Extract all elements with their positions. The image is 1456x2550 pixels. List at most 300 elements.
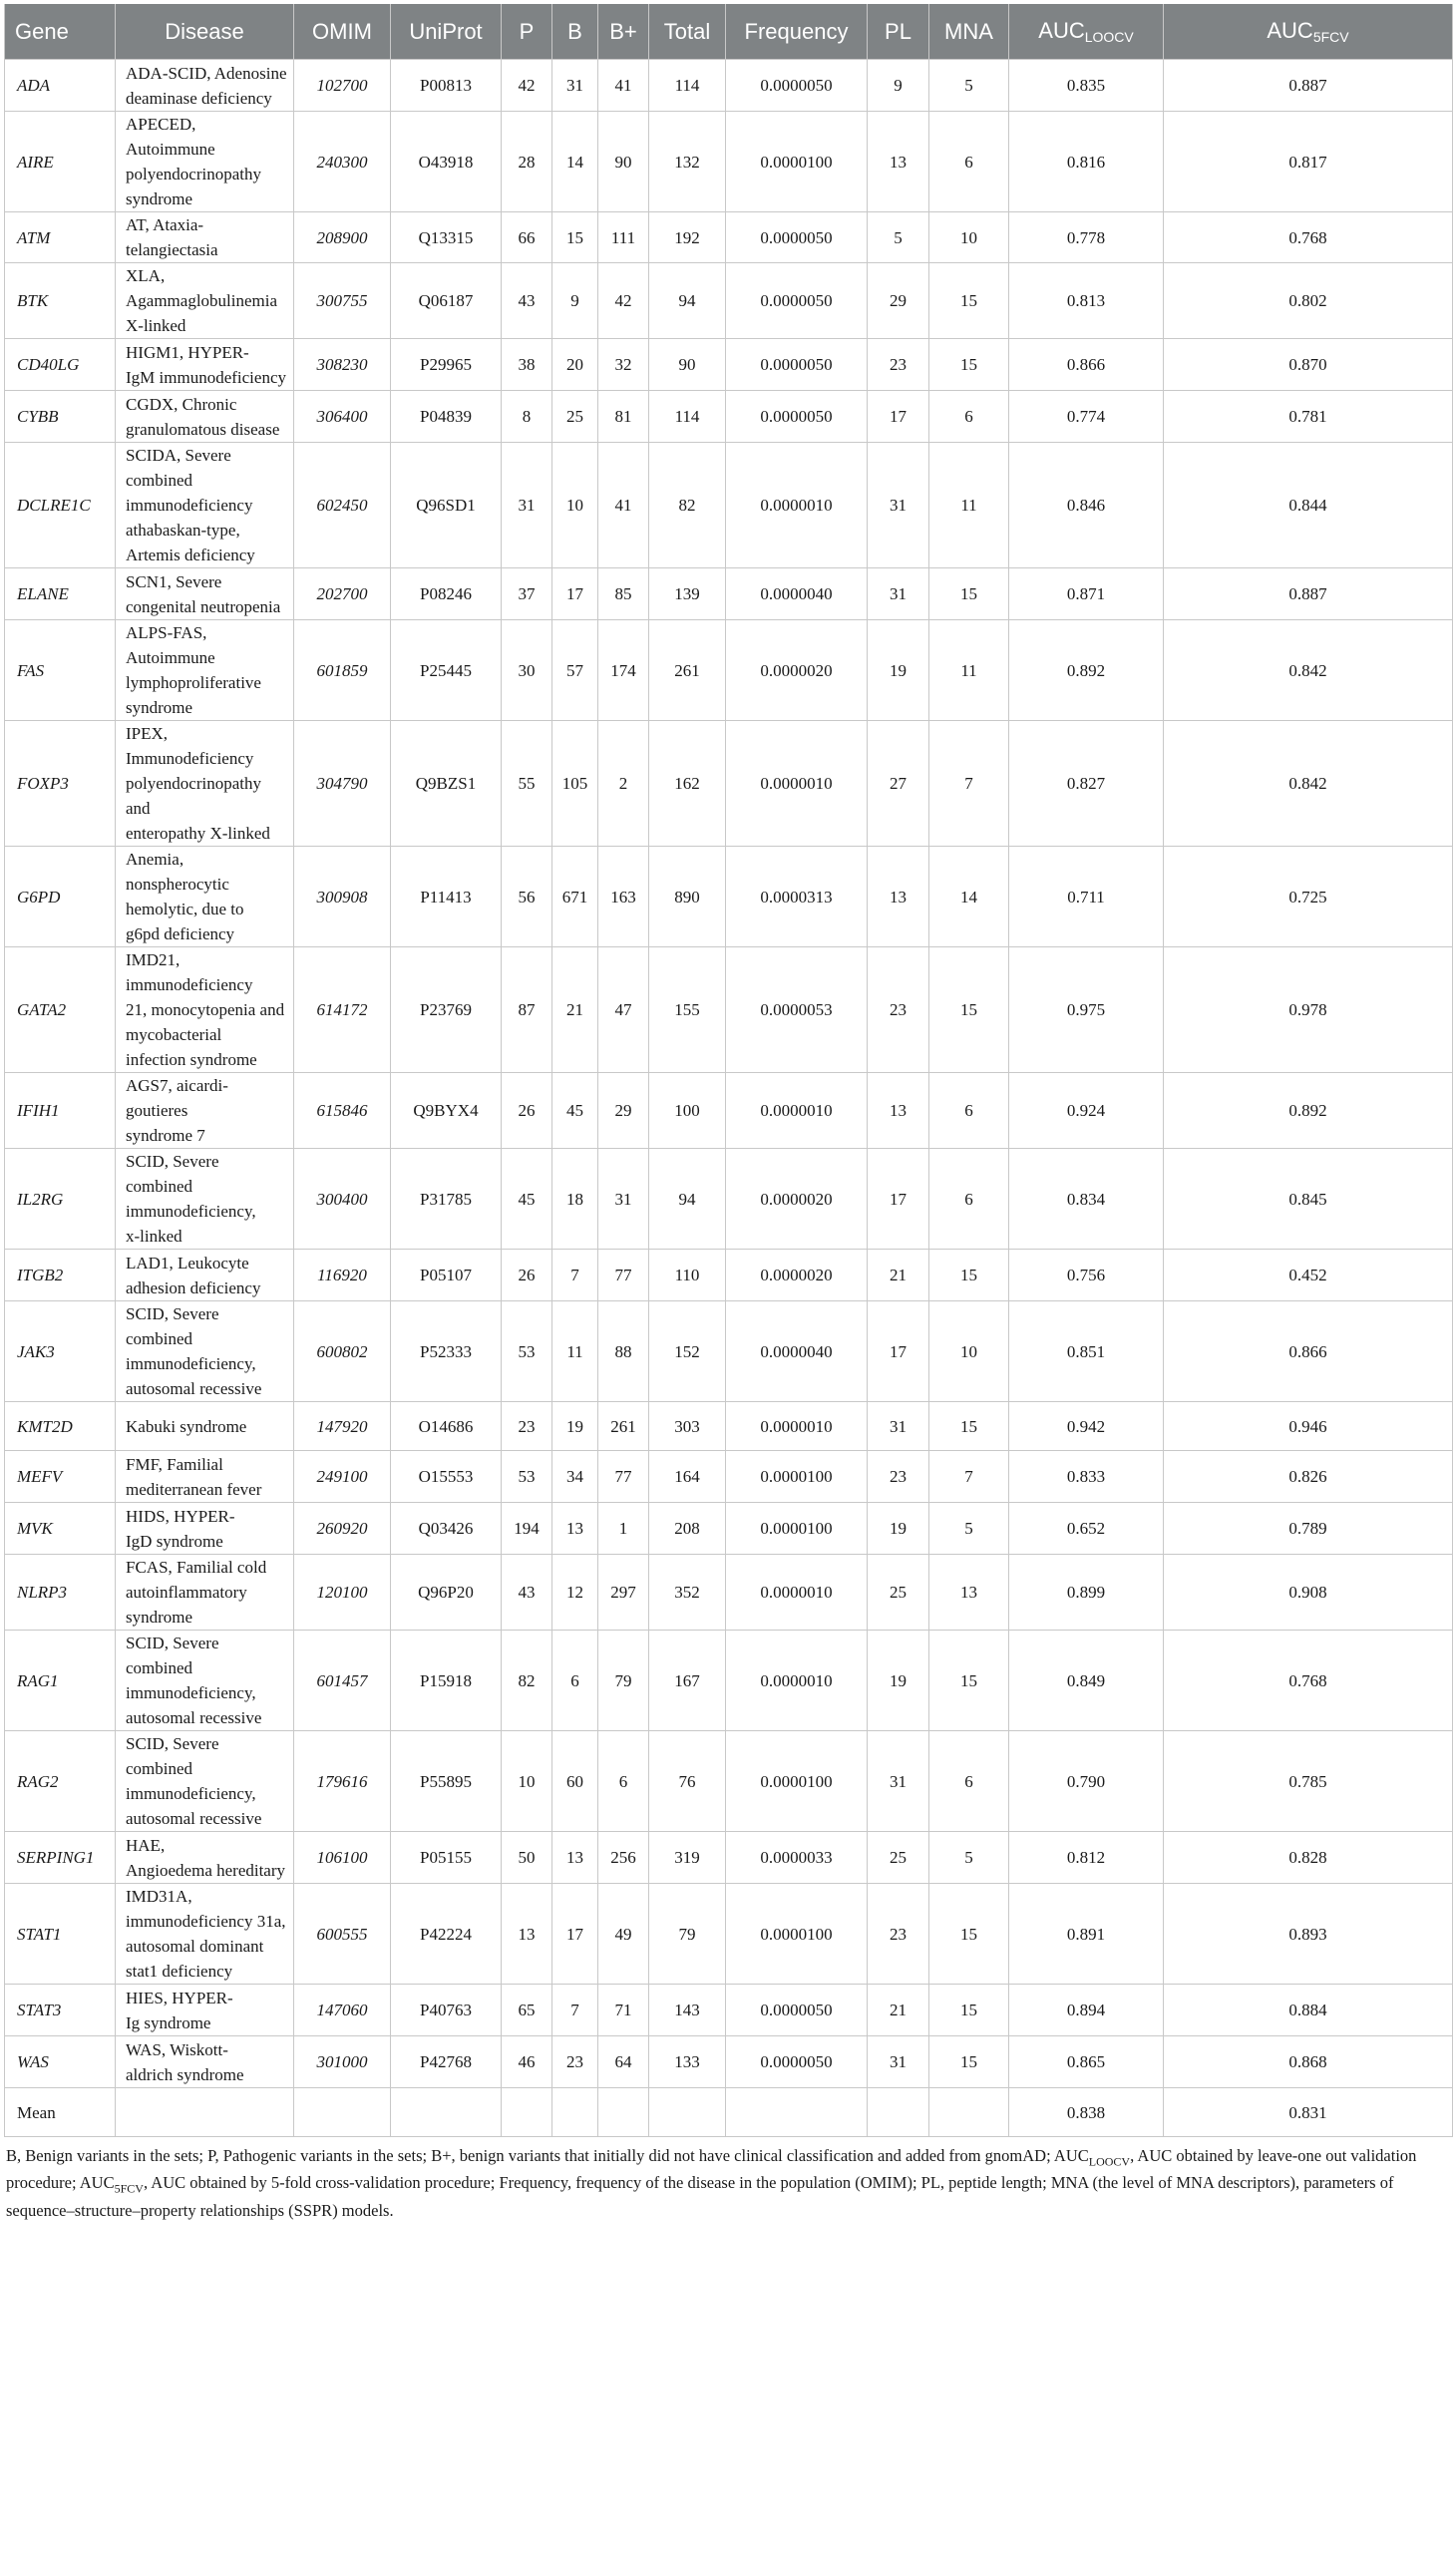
cell-b: 31 [552,60,598,112]
auc-base-label: AUC [1267,18,1313,43]
cell-auc-5fcv: 0.768 [1164,212,1453,263]
cell-b: 17 [552,568,598,620]
col-header-bplus: B+ [598,4,649,60]
cell-auc-5fcv: 0.725 [1164,847,1453,947]
cell-p: 56 [502,847,552,947]
cell-disease [116,60,294,112]
col-header-total: Total [649,4,726,60]
cell-bplus: 1 [598,1503,649,1555]
cell-uniprot: Q96P20 [391,1555,502,1631]
cell-bplus: 29 [598,1073,649,1149]
cell-b: 19 [552,1402,598,1451]
disease-line: SCIDA, Severe combined [126,446,231,490]
disease-line: LAD1, Leukocyte [126,1253,249,1273]
cell-mna: 7 [929,721,1009,847]
cell-gene: SERPING1 [5,1832,116,1884]
disease-line: AT, Ataxia-telangiectasia [126,215,218,259]
cell-gene: RAG2 [5,1731,116,1832]
cell-total: 890 [649,847,726,947]
cell-p: 28 [502,112,552,212]
cell-uniprot: O15553 [391,1451,502,1503]
cell-mna: 5 [929,1503,1009,1555]
cell-bplus: 42 [598,263,649,339]
cell-auc-loocv: 0.924 [1009,1073,1164,1149]
cell-bplus: 2 [598,721,649,847]
cell-p: 87 [502,947,552,1073]
cell-mna: 15 [929,263,1009,339]
cell-disease [116,212,294,263]
cell-frequency: 0.0000033 [726,1832,868,1884]
cell-frequency: 0.0000020 [726,1250,868,1301]
cell-b: 12 [552,1555,598,1631]
gene-disease-table [4,4,1453,2137]
disease-line: mycobacterial [126,1025,222,1044]
cell-frequency: 0.0000020 [726,620,868,721]
cell-uniprot: P11413 [391,847,502,947]
cell-auc-5fcv: 0.781 [1164,391,1453,443]
cell-b: 9 [552,263,598,339]
disease-line: polyendocrinopathy and [126,774,261,818]
cell-omim: 179616 [294,1731,391,1832]
disease-line: immunodeficiency, [126,1354,256,1373]
col-header-pl: PL [868,4,929,60]
cell-b: 6 [552,1631,598,1731]
cell-auc-loocv: 0.812 [1009,1832,1164,1884]
disease-line: CGDX, Chronic [126,394,237,414]
cell-auc-5fcv: 0.826 [1164,1451,1453,1503]
disease-line: immunodeficiency, [126,1784,256,1803]
cell-b: 13 [552,1503,598,1555]
cell-b: 57 [552,620,598,721]
cell-auc-loocv: 0.975 [1009,947,1164,1073]
cell-bplus: 41 [598,443,649,568]
disease-line: Ig syndrome [126,2012,211,2032]
footnote-text-3: , AUC obtained by 5-fold cross-validation procedure; Frequency, frequency of the disease in the population (OMIM); PL, peptide length; MNA (the level of MNA descriptors), parameters of sequence–structure–property relationships (SSPR) models. [6,2173,1394,2220]
empty-cell [502,2088,552,2137]
cell-uniprot: P42224 [391,1884,502,1985]
auc-loocv-subscript: LOOCV [1084,29,1134,45]
cell-p: 194 [502,1503,552,1555]
empty-cell [598,2088,649,2137]
disease-line: immunodeficiency 31a, [126,1912,286,1931]
cell-gene: NLRP3 [5,1555,116,1631]
cell-mna: 10 [929,212,1009,263]
cell-disease [116,1149,294,1250]
disease-line: mediterranean fever [126,1479,262,1499]
cell-total: 133 [649,2036,726,2088]
cell-pl: 23 [868,947,929,1073]
cell-frequency: 0.0000100 [726,1451,868,1503]
empty-cell [116,2088,294,2137]
cell-disease [116,1985,294,2036]
cell-gene: CYBB [5,391,116,443]
cell-p: 50 [502,1832,552,1884]
disease-line: Anemia, nonspherocytic [126,850,229,894]
cell-total: 208 [649,1503,726,1555]
cell-total: 192 [649,212,726,263]
cell-auc-5fcv: 0.946 [1164,1402,1453,1451]
col-header-mna: MNA [929,4,1009,60]
disease-line: adhesion deficiency [126,1277,261,1297]
cell-gene: STAT1 [5,1884,116,1985]
disease-line: HAE, [126,1835,166,1855]
cell-auc-loocv: 0.774 [1009,391,1164,443]
cell-omim: 301000 [294,2036,391,2088]
cell-disease [116,2036,294,2088]
cell-pl: 29 [868,263,929,339]
cell-pl: 25 [868,1555,929,1631]
cell-omim: 600802 [294,1301,391,1402]
disease-line: immunodeficiency, [126,1683,256,1702]
disease-line: ALPS-FAS, Autoimmune [126,623,215,667]
cell-disease [116,112,294,212]
disease-line: SCID, Severe combined [126,1152,219,1196]
cell-gene: STAT3 [5,1985,116,2036]
col-header-gene: Gene [5,4,116,60]
col-header-uniprot: UniProt [391,4,502,60]
cell-auc-5fcv: 0.870 [1164,339,1453,391]
cell-omim: 602450 [294,443,391,568]
disease-line: autosomal recessive [126,1708,262,1727]
cell-frequency: 0.0000040 [726,1301,868,1402]
cell-total: 155 [649,947,726,1073]
cell-gene: MVK [5,1503,116,1555]
disease-line: HIES, HYPER- [126,1988,233,2007]
cell-frequency: 0.0000050 [726,60,868,112]
cell-frequency: 0.0000010 [726,1073,868,1149]
cell-b: 10 [552,443,598,568]
cell-uniprot: P25445 [391,620,502,721]
cell-gene: IL2RG [5,1149,116,1250]
cell-omim: 300908 [294,847,391,947]
table-row [5,339,1453,391]
cell-bplus: 71 [598,1985,649,2036]
cell-gene: FAS [5,620,116,721]
table-row [5,1503,1453,1555]
cell-mna: 15 [929,947,1009,1073]
cell-auc-loocv: 0.865 [1009,2036,1164,2088]
cell-pl: 13 [868,847,929,947]
table-row [5,2036,1453,2088]
cell-uniprot: Q96SD1 [391,443,502,568]
cell-auc-5fcv: 0.842 [1164,620,1453,721]
cell-gene: RAG1 [5,1631,116,1731]
cell-omim: 601457 [294,1631,391,1731]
disease-line: deaminase deficiency [126,88,272,108]
col-header-auc-5fcv [1164,4,1453,60]
cell-p: 31 [502,443,552,568]
cell-disease [116,1073,294,1149]
footnote-text-1: B, Benign variants in the sets; P, Pathogenic variants in the sets; B+, benign variants that initially did not have clinical classification and added from gnomAD; AUC [6,2146,1089,2165]
cell-mna: 10 [929,1301,1009,1402]
empty-cell [391,2088,502,2137]
empty-cell [552,2088,598,2137]
disease-line: hemolytic, due to [126,900,244,918]
cell-uniprot: Q13315 [391,212,502,263]
cell-omim: 300400 [294,1149,391,1250]
cell-pl: 19 [868,620,929,721]
table-row [5,847,1453,947]
table-footnote [4,2145,1452,2222]
disease-line: SCID, Severe combined [126,1634,219,1677]
cell-auc-loocv: 0.894 [1009,1985,1164,2036]
cell-p: 82 [502,1631,552,1731]
cell-gene: BTK [5,263,116,339]
cell-frequency: 0.0000050 [726,2036,868,2088]
table-row [5,1301,1453,1402]
cell-auc-5fcv: 0.887 [1164,568,1453,620]
cell-gene: WAS [5,2036,116,2088]
cell-mna: 11 [929,443,1009,568]
table-row [5,1402,1453,1451]
cell-frequency: 0.0000010 [726,1555,868,1631]
table-row [5,721,1453,847]
cell-bplus: 64 [598,2036,649,2088]
cell-frequency: 0.0000053 [726,947,868,1073]
disease-line: enteropathy X-linked [126,824,270,843]
cell-b: 18 [552,1149,598,1250]
disease-line: immunodeficiency [126,496,253,515]
disease-line: HIDS, HYPER- [126,1506,235,1526]
cell-frequency: 0.0000010 [726,721,868,847]
cell-mna: 6 [929,1149,1009,1250]
table-row [5,1555,1453,1631]
cell-bplus: 90 [598,112,649,212]
table-row [5,1631,1453,1731]
cell-auc-loocv: 0.711 [1009,847,1164,947]
disease-line: XLA, [126,266,166,285]
cell-auc-5fcv: 0.785 [1164,1731,1453,1832]
cell-total: 139 [649,568,726,620]
cell-pl: 27 [868,721,929,847]
disease-line: SCID, Severe combined [126,1734,219,1778]
cell-omim: 601859 [294,620,391,721]
cell-frequency: 0.0000050 [726,391,868,443]
cell-total: 167 [649,1631,726,1731]
disease-line: lymphoproliferative [126,673,261,692]
cell-pl: 31 [868,443,929,568]
empty-cell [726,2088,868,2137]
cell-uniprot: Q9BYX4 [391,1073,502,1149]
cell-total: 162 [649,721,726,847]
cell-gene: JAK3 [5,1301,116,1402]
cell-auc-loocv: 0.652 [1009,1503,1164,1555]
cell-mna: 15 [929,1631,1009,1731]
cell-disease [116,1832,294,1884]
cell-mna: 15 [929,339,1009,391]
cell-pl: 31 [868,1402,929,1451]
table-body [5,60,1453,2137]
cell-total: 261 [649,620,726,721]
cell-auc-loocv: 0.851 [1009,1301,1164,1402]
cell-gene: ITGB2 [5,1250,116,1301]
cell-auc-5fcv: 0.845 [1164,1149,1453,1250]
cell-p: 46 [502,2036,552,2088]
disease-line: FCAS, Familial cold [126,1558,267,1577]
table-row [5,60,1453,112]
table-row [5,263,1453,339]
cell-gene: FOXP3 [5,721,116,847]
cell-omim: 106100 [294,1832,391,1884]
cell-total: 319 [649,1832,726,1884]
cell-disease [116,391,294,443]
cell-uniprot: P00813 [391,60,502,112]
disease-line: IMD21, immunodeficiency [126,950,253,994]
table-row [5,443,1453,568]
cell-bplus: 32 [598,339,649,391]
cell-auc-5fcv: 0.828 [1164,1832,1453,1884]
cell-pl: 31 [868,1731,929,1832]
disease-line: autoinflammatory [126,1583,247,1602]
cell-b: 7 [552,1250,598,1301]
cell-auc-5fcv: 0.768 [1164,1631,1453,1731]
cell-gene: ADA [5,60,116,112]
cell-bplus: 6 [598,1731,649,1832]
cell-mna: 6 [929,112,1009,212]
disease-line: aldrich syndrome [126,2064,244,2084]
cell-p: 26 [502,1073,552,1149]
cell-auc-5fcv: 0.452 [1164,1250,1453,1301]
cell-bplus: 31 [598,1149,649,1250]
cell-p: 30 [502,620,552,721]
cell-pl: 17 [868,391,929,443]
disease-line: immunodeficiency, [126,1202,256,1221]
cell-mna: 11 [929,620,1009,721]
table-row [5,1073,1453,1149]
cell-auc-loocv: 0.866 [1009,339,1164,391]
table-container [4,4,1452,2222]
cell-frequency: 0.0000050 [726,339,868,391]
cell-b: 671 [552,847,598,947]
cell-frequency: 0.0000050 [726,212,868,263]
cell-auc-loocv: 0.892 [1009,620,1164,721]
table-row [5,1985,1453,2036]
footnote-text-2: , AUC obtained by leave-one out validation procedure; AUC [6,2146,1417,2193]
cell-auc-5fcv: 0.978 [1164,947,1453,1073]
col-header-p: P [502,4,552,60]
cell-mna: 6 [929,1731,1009,1832]
table-row [5,1731,1453,1832]
cell-disease [116,721,294,847]
cell-auc-loocv: 0.899 [1009,1555,1164,1631]
disease-line: syndrome [126,698,193,717]
table-row [5,1832,1453,1884]
cell-auc-loocv: 0.833 [1009,1451,1164,1503]
cell-p: 26 [502,1250,552,1301]
cell-auc-loocv: 0.813 [1009,263,1164,339]
cell-auc-5fcv: 0.908 [1164,1555,1453,1631]
cell-gene: MEFV [5,1451,116,1503]
cell-total: 110 [649,1250,726,1301]
cell-bplus: 49 [598,1884,649,1985]
cell-total: 114 [649,60,726,112]
disease-line: IgM immunodeficiency [126,367,286,387]
cell-mna: 15 [929,1250,1009,1301]
cell-pl: 25 [868,1832,929,1884]
cell-frequency: 0.0000100 [726,1731,868,1832]
cell-auc-loocv: 0.756 [1009,1250,1164,1301]
cell-frequency: 0.0000010 [726,443,868,568]
cell-auc-loocv: 0.891 [1009,1884,1164,1985]
disease-line: granulomatous disease [126,419,280,439]
cell-pl: 19 [868,1631,929,1731]
disease-line: IPEX, Immunodeficiency [126,724,254,768]
cell-gene: GATA2 [5,947,116,1073]
disease-line: IgD syndrome [126,1531,223,1551]
disease-line: Kabuki syndrome [126,1416,247,1436]
disease-line: AGS7, aicardi-goutieres [126,1076,228,1120]
cell-disease [116,847,294,947]
auc-base-label: AUC [1038,18,1085,43]
cell-b: 21 [552,947,598,1073]
cell-omim: 120100 [294,1555,391,1631]
cell-pl: 13 [868,1073,929,1149]
cell-b: 7 [552,1985,598,2036]
cell-auc-5fcv: 0.842 [1164,721,1453,847]
cell-auc-loocv: 0.849 [1009,1631,1164,1731]
cell-uniprot: P04839 [391,391,502,443]
cell-pl: 23 [868,1451,929,1503]
disease-line: 21, monocytopenia and [126,1000,285,1019]
cell-auc-loocv: 0.942 [1009,1402,1164,1451]
cell-mna: 15 [929,1402,1009,1451]
cell-total: 303 [649,1402,726,1451]
cell-b: 60 [552,1731,598,1832]
cell-p: 66 [502,212,552,263]
empty-cell [294,2088,391,2137]
disease-line: congenital neutropenia [126,596,281,616]
cell-omim: 202700 [294,568,391,620]
cell-uniprot: Q06187 [391,263,502,339]
cell-disease [116,1731,294,1832]
cell-p: 43 [502,263,552,339]
cell-bplus: 81 [598,391,649,443]
cell-gene: IFIH1 [5,1073,116,1149]
cell-b: 34 [552,1451,598,1503]
cell-auc-loocv: 0.790 [1009,1731,1164,1832]
cell-auc-5fcv: 0.789 [1164,1503,1453,1555]
disease-line: SCID, Severe combined [126,1304,219,1348]
cell-total: 164 [649,1451,726,1503]
disease-line: syndrome [126,1608,193,1627]
disease-line: polyendocrinopathy [126,165,261,183]
cell-bplus: 79 [598,1631,649,1731]
cell-uniprot: P29965 [391,339,502,391]
table-row [5,1451,1453,1503]
cell-b: 45 [552,1073,598,1149]
cell-p: 37 [502,568,552,620]
cell-auc-5fcv: 0.844 [1164,443,1453,568]
cell-pl: 17 [868,1149,929,1250]
cell-pl: 9 [868,60,929,112]
cell-uniprot: O43918 [391,112,502,212]
cell-pl: 21 [868,1985,929,2036]
cell-disease [116,443,294,568]
disease-line: autosomal recessive [126,1379,262,1398]
cell-auc-loocv: 0.834 [1009,1149,1164,1250]
disease-line: Angioedema hereditary [126,1860,286,1880]
cell-uniprot: P52333 [391,1301,502,1402]
cell-frequency: 0.0000010 [726,1402,868,1451]
cell-auc-5fcv: 0.884 [1164,1985,1453,2036]
disease-line: SCN1, Severe [126,571,222,591]
cell-total: 90 [649,339,726,391]
table-row [5,1250,1453,1301]
cell-mna: 13 [929,1555,1009,1631]
cell-auc-5fcv: 0.866 [1164,1301,1453,1402]
cell-disease [116,1503,294,1555]
cell-auc-5fcv: 0.887 [1164,60,1453,112]
